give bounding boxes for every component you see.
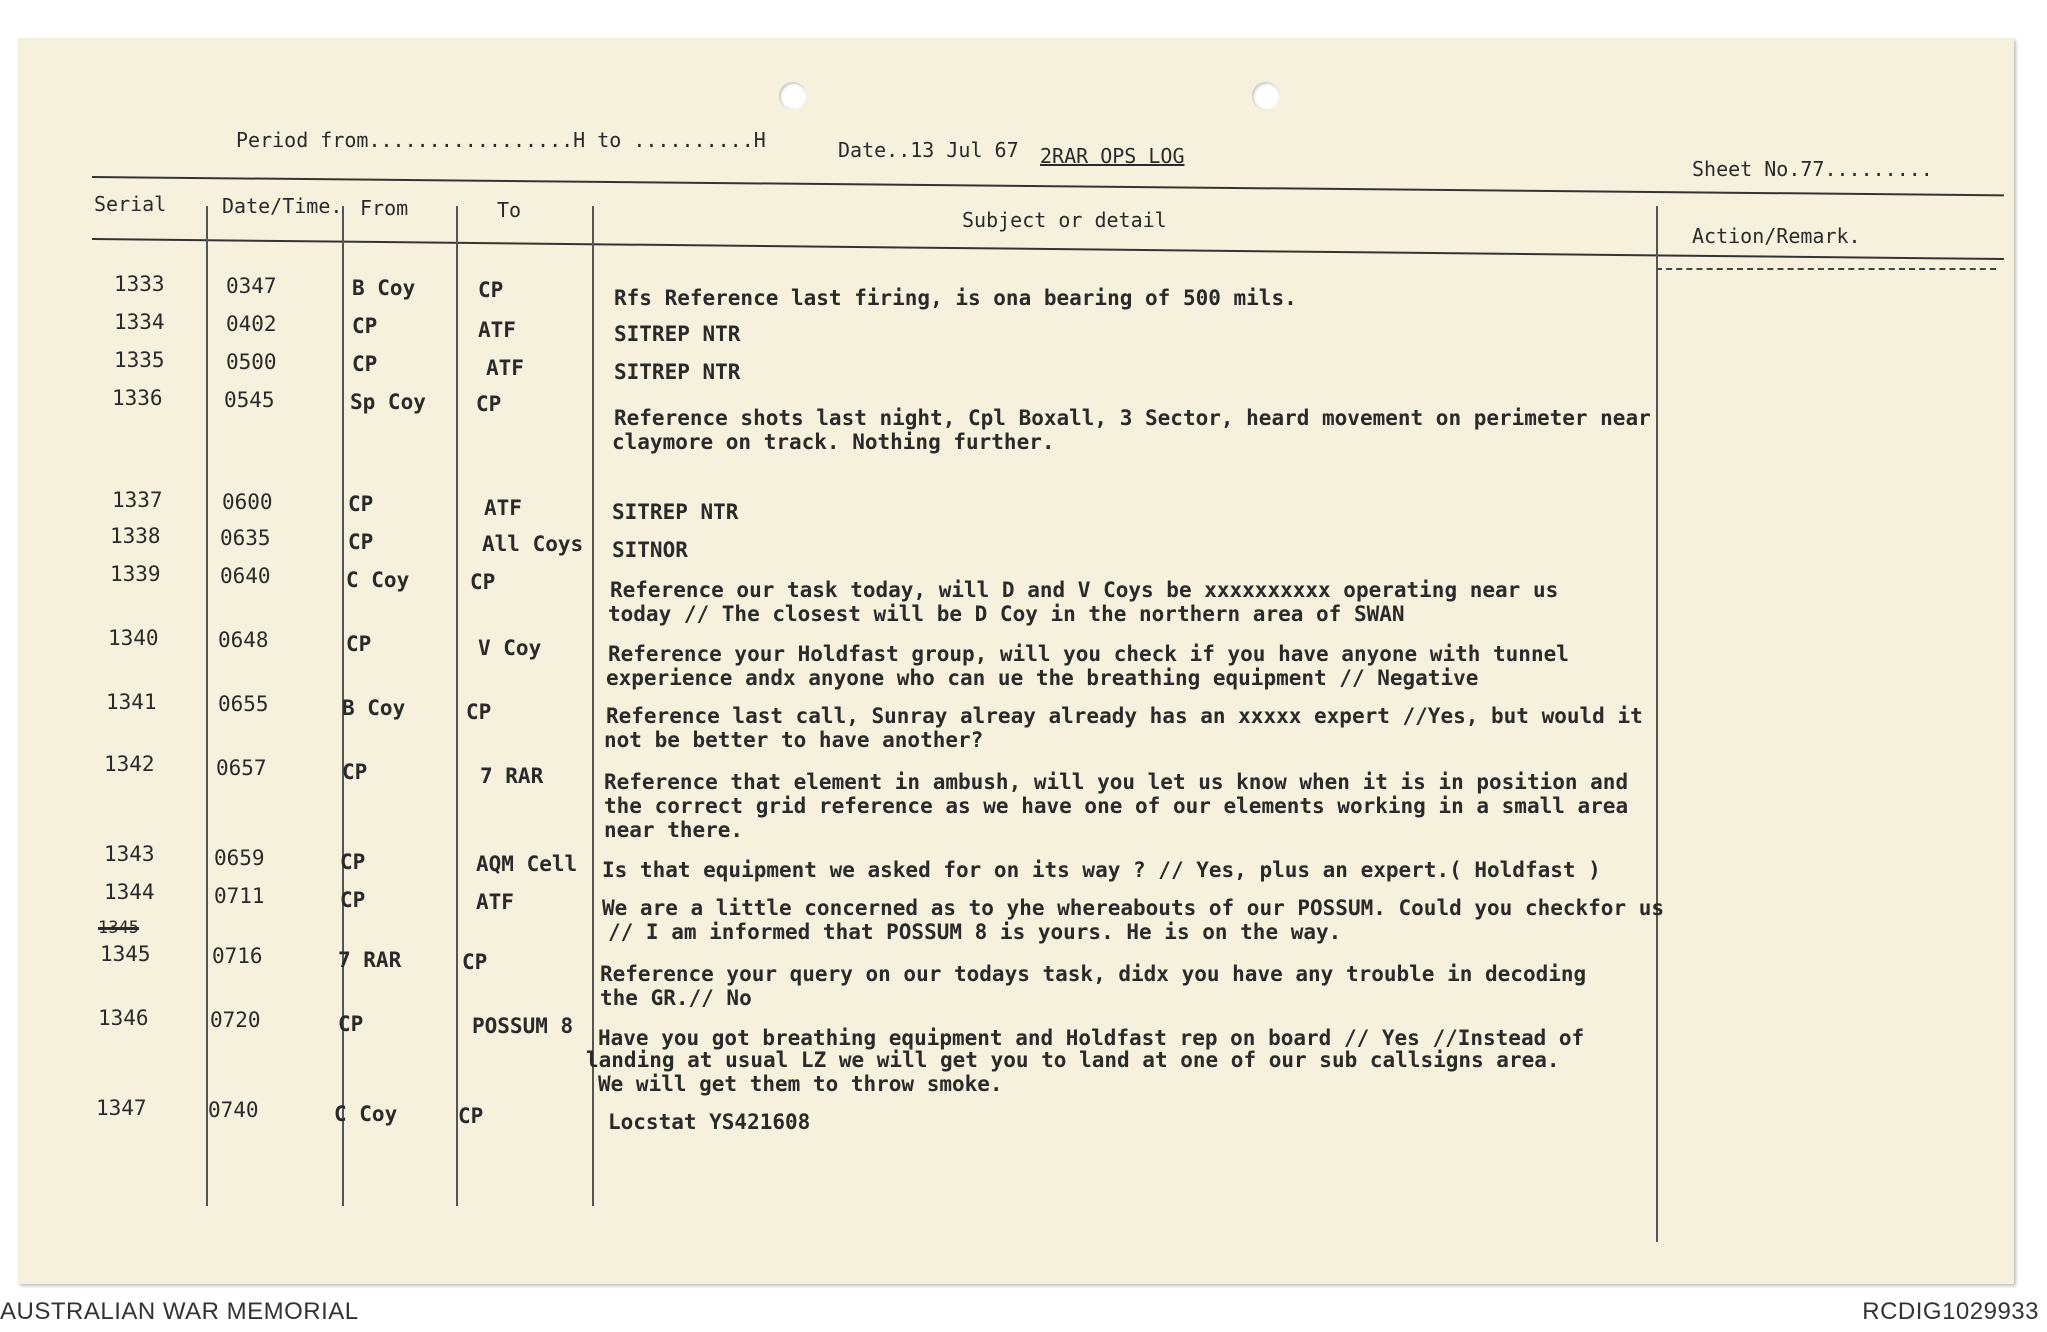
punch-hole-right [1252,82,1280,110]
entry-time: 0640 [220,564,271,588]
col-header-to: To [497,198,522,222]
entry-from: Sp Coy [350,390,426,414]
col-divider-datetime [206,206,208,1206]
entry-detail-line: experience andx anyone who can ue the breathing equipment // Negative [606,666,1479,690]
log-title: 2RAR OPS LOG [1040,144,1185,168]
entry-from: CP [352,352,378,376]
entry-time: 0600 [222,490,273,514]
col-header-action: Action/Remark. [1692,224,1861,248]
entry-time: 0655 [218,692,269,716]
period-field: Period from.................H to ..........H [236,128,766,152]
entry-time: 0740 [208,1098,259,1122]
entry-detail-line: Reference last call, Sunray alreay already has an xxxxx expert //Yes, but would it [606,704,1643,728]
entry-detail-line: We will get them to throw smoke. [598,1072,1003,1096]
entry-serial: 1335 [114,348,165,372]
entry-detail-line: Locstat YS421608 [608,1110,811,1134]
entry-detail-line: Reference shots last night, Cpl Boxall, 3 Sector, heard movement on perimeter near [614,406,1651,430]
entry-detail-line: the correct grid reference as we have one of our elements working in a small area [604,794,1629,818]
entry-serial: 1342 [104,752,155,776]
entry-time: 0657 [216,756,267,780]
entry-serial: 1340 [108,626,159,650]
entry-serial: 1334 [114,310,165,334]
entry-to: All Coys [482,532,584,556]
col-divider-to [456,206,458,1206]
entry-to: ATF [486,356,524,380]
entry-to: POSSUM 8 [472,1014,574,1038]
entry-from: CP [340,888,366,912]
entry-serial: 1337 [112,488,163,512]
entry-to: CP [466,700,492,724]
entry-time: 0347 [226,274,277,298]
entry-detail-line: Have you got breathing equipment and Holdfast rep on board // Yes //Instead of [598,1026,1585,1050]
entry-time: 0635 [220,526,271,550]
action-subrule [1656,268,1996,270]
entry-detail-line: Is that equipment we asked for on its way ? // Yes, plus an expert.( Holdfast ) [602,858,1601,882]
entry-detail-line: not be better to have another? [604,728,984,752]
date-field: Date..13 Jul 67 [838,138,1019,162]
entry-time: 0402 [226,312,277,336]
entry-detail-line: SITREP NTR [612,500,739,524]
punch-hole-left [779,82,807,110]
col-divider-action [1656,206,1658,1242]
entry-from: B Coy [352,276,416,300]
entry-to: V Coy [478,636,542,660]
col-header-datetime: Date/Time. [222,194,343,218]
entry-serial: 1344 [104,880,155,904]
entry-detail-line: We are a little concerned as to yhe whereabouts of our POSSUM. Could you checkfor us [602,896,1665,920]
struck-serial: 1345 [98,918,139,938]
entry-from: C Coy [346,568,410,592]
entry-to: CP [478,278,504,302]
entry-detail-line: SITREP NTR [614,322,741,346]
entry-time: 0648 [218,628,269,652]
entry-serial: 1346 [98,1006,149,1030]
entry-time: 0716 [212,944,263,968]
entry-from: CP [338,1012,364,1036]
entry-from: CP [342,760,368,784]
entry-detail-line: today // The closest will be D Coy in the northern area of SWAN [608,602,1405,626]
entry-detail-line: Reference your Holdfast group, will you check if you have anyone with tunnel [608,642,1569,666]
col-header-from: From [360,196,409,220]
entry-detail-line: the GR.// No [600,986,752,1010]
col-header-subject: Subject or detail [962,208,1167,232]
entry-to: ATF [476,890,514,914]
entry-to: ATF [478,318,516,342]
entry-detail-line: Reference our task today, will D and V Coys be xxxxxxxxxx operating near us [610,578,1559,602]
entry-detail-line: Reference your query on our todays task, didx you have any trouble in decoding [600,962,1587,986]
entry-to: CP [470,570,496,594]
entry-detail-line: near there. [604,818,744,842]
entry-time: 0545 [224,388,275,412]
entry-from: CP [340,850,366,874]
entry-to: CP [476,392,502,416]
entry-from: CP [346,632,372,656]
entry-serial: 1336 [112,386,163,410]
entry-to: CP [458,1104,484,1128]
entry-detail-line: landing at usual LZ we will get you to land at one of our sub callsigns area. [586,1048,1560,1072]
entry-time: 0500 [226,350,277,374]
footer-reference: RCDIG1029933 [1862,1298,2039,1325]
entry-to: 7 RAR [480,764,544,788]
entry-to: ATF [484,496,522,520]
entry-detail-line: Rfs Reference last firing, is ona bearing of 500 mils. [614,286,1297,310]
entry-from: C Coy [334,1102,398,1126]
entry-to: AQM Cell [476,852,578,876]
entry-time: 0720 [210,1008,261,1032]
entry-from: CP [348,492,374,516]
entry-detail-line: SITREP NTR [614,360,741,384]
entry-detail-line: Reference that element in ambush, will you let us know when it is in position and [604,770,1629,794]
entry-detail-line: claymore on track. Nothing further. [612,430,1055,454]
entry-serial: 1347 [96,1096,147,1120]
footer-source: AUSTRALIAN WAR MEMORIAL [0,1298,359,1325]
entry-detail-line: // I am informed that POSSUM 8 is yours. He is on the way. [608,920,1342,944]
entry-from: B Coy [342,696,406,720]
entry-serial: 1339 [110,562,161,586]
entry-time: 0659 [214,846,265,870]
entry-serial: 1341 [106,690,157,714]
col-header-serial: Serial [94,192,167,216]
entry-from: CP [352,314,378,338]
entry-serial: 1338 [110,524,161,548]
sheet-number: Sheet No.77......... [1692,157,1933,181]
entry-serial: 1345 [100,942,151,966]
entry-to: CP [462,950,488,974]
entry-from: 7 RAR [338,948,402,972]
entry-detail-line: SITNOR [612,538,688,562]
entry-serial: 1343 [104,842,155,866]
entry-serial: 1333 [114,272,165,296]
entry-from: CP [348,530,374,554]
entry-time: 0711 [214,884,265,908]
